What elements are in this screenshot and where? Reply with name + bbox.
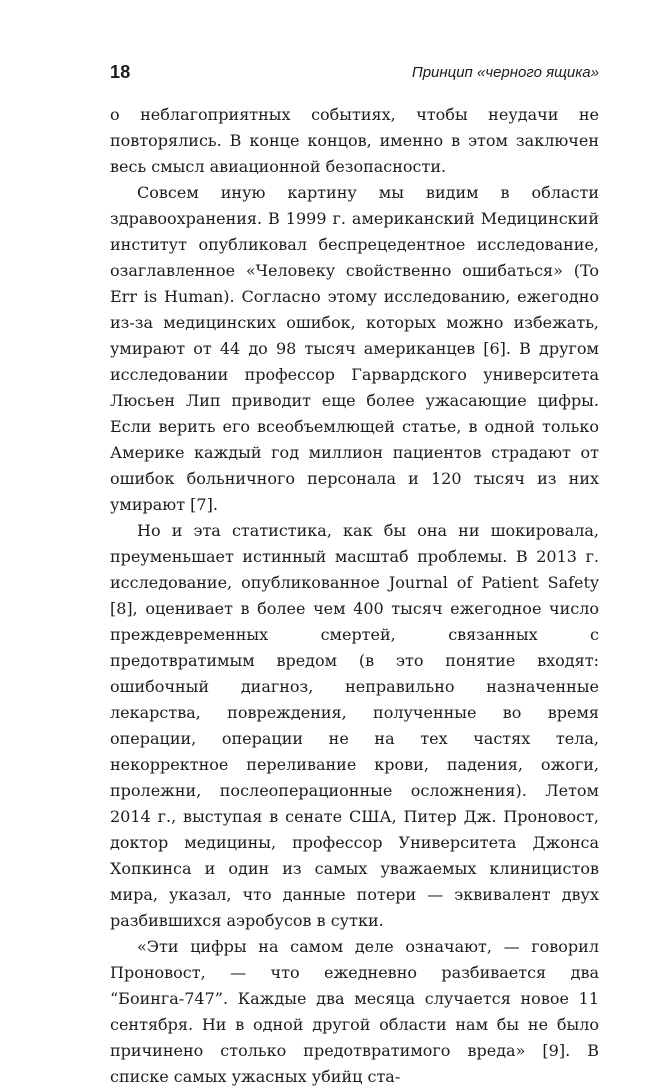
paragraph-healthcare: Совсем иную картину мы видим в области здравоохранения. В 1999 г. американский Медицинский институт опубликовал беспрецедентное исследование, озаглавленное «Человеку свойственно ошибаться» (To Err is Human). Согласно этому исследованию, ежегодно из-за медицинских ошибок, которых можно избежать, умирают от 44 до 98 тысяч американцев [6]. В другом исследовании профессор Гарвардского университета Люсьен Лип приводит еще более ужасающие цифры. Если верить его всеобъемлющей статье, в одной только Америке каждый год миллион пациентов страдают от ошибок больничного персонала и 120 тысяч из них умирают [7]. (110, 183, 599, 514)
page-number: 18 (110, 62, 131, 82)
paragraph-statistics: Но и эта статистика, как бы она ни шокировала, преуменьшает истинный масштаб проблемы. В 2013 г. исследование, опубликованное Journal of Patient Safety [8], оценивает в более чем 400 тысяч ежегодное число преждевременных смертей, связанных с предотвратимым вредом (в это понятие входят: ошибочный диагноз, неправильно назначенные лекарства, повреждения, полученные во время операции, операции не на тех частях тела, некорректное переливание крови, падения, ожоги, пролежни, послеоперационные осложнения). Летом 2014 г., выступая в сенате США, Питер Дж. Проновост, доктор медицины, профессор Университета Джонса Хопкинса и один из самых уважаемых клиницистов мира, указал, что данные потери — эквивалент двух разбившихся аэробусов в сутки. (110, 521, 599, 930)
page-header (110, 62, 599, 88)
paragraph-quote: «Эти цифры на самом деле означают, — говорил Проновост, — что ежедневно разбивается два “Боинга-747”. Каждые два месяца случается новое 11 сентября. Ни в одной другой области нам бы не было причинено столько предотвратимого вреда» [9]. В списке самых ужасных убийц ста- (110, 937, 599, 1086)
body-text (110, 102, 599, 1090)
running-title: Принцип «черного ящика» (411, 64, 599, 81)
paragraph-continuation: о неблагоприятных событиях, чтобы неудачи не повторялись. В конце концов, именно в этом заключен весь смысл авиационной безопасности. (110, 105, 599, 176)
